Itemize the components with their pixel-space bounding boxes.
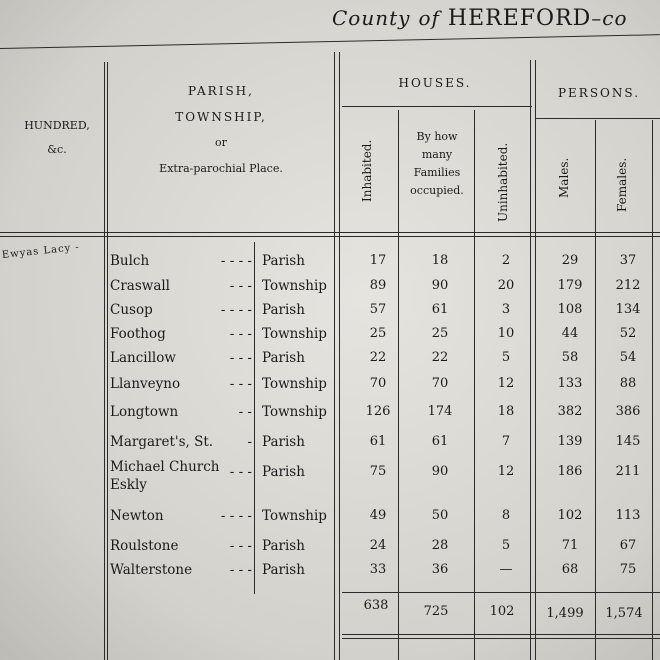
row-type: Parish [262, 464, 305, 480]
col-line-1 [104, 62, 105, 660]
inhabited-header: Inhabited. [360, 139, 374, 202]
row-inhabited: 89 [369, 278, 387, 293]
hundred-header: HUNDRED, &c. [24, 119, 90, 156]
row-place: Cusop [110, 302, 153, 318]
row-uninhabited: — [499, 562, 513, 577]
females-header: Females. [615, 157, 629, 212]
row-inhabited: 24 [369, 538, 387, 553]
houses-header: HOUSES. [398, 76, 472, 90]
row-inhabited: 17 [369, 253, 387, 268]
row-place: Roulstone [110, 538, 179, 554]
row-families: 50 [431, 508, 449, 523]
row-place: Walterstone [110, 562, 193, 578]
row-dashes: - - - [229, 326, 252, 342]
row-dashes: - - - [229, 464, 252, 480]
row-males: 179 [557, 278, 583, 293]
col-line-2b [339, 52, 340, 660]
row-inhabited: 126 [365, 404, 391, 419]
top-rule [0, 34, 660, 49]
row-females: 145 [615, 434, 641, 449]
row-inhabited: 61 [369, 434, 387, 449]
row-uninhabited: 2 [501, 253, 511, 268]
row-females: 52 [619, 326, 637, 341]
row-uninhabited: 5 [501, 538, 511, 553]
type-col-line [254, 242, 255, 594]
row-males: 133 [557, 376, 583, 391]
row-place: Margaret's, St. [110, 434, 214, 450]
row-families: 70 [431, 376, 449, 391]
bottom-rule-2 [342, 638, 660, 639]
row-type: Township [262, 508, 327, 524]
row-families: 61 [431, 302, 449, 317]
bottom-rule-1 [342, 634, 660, 635]
row-type: Parish [262, 253, 305, 269]
row-inhabited: 49 [369, 508, 387, 523]
row-type: Parish [262, 538, 305, 554]
row-inhabited: 75 [369, 464, 387, 479]
total-inhabited: 638 [363, 598, 389, 613]
row-type: Township [262, 326, 327, 342]
row-males: 58 [561, 350, 579, 365]
row-males: 102 [557, 508, 583, 523]
row-inhabited: 33 [369, 562, 387, 577]
row-families: 28 [431, 538, 449, 553]
total-females: 1,574 [605, 606, 643, 621]
row-uninhabited: 10 [497, 326, 515, 341]
row-place: Newton [110, 508, 164, 524]
row-dashes: - - - [229, 376, 252, 392]
row-uninhabited: 7 [501, 434, 511, 449]
row-place: Michael Church Eskly [110, 459, 220, 493]
row-dashes: - - - - [220, 302, 252, 318]
row-females: 386 [615, 404, 641, 419]
row-males: 139 [557, 434, 583, 449]
row-males: 29 [561, 253, 579, 268]
row-dashes: - [247, 434, 252, 450]
row-place: Foothog [110, 326, 166, 342]
row-dashes: - - [238, 404, 252, 420]
row-place: Lancillow [110, 350, 176, 366]
col-line-1b [107, 62, 108, 660]
row-type: Township [262, 278, 327, 294]
row-type: Township [262, 376, 327, 392]
row-families: 174 [427, 404, 453, 419]
col-line-4 [474, 110, 475, 660]
row-females: 212 [615, 278, 641, 293]
row-families: 90 [431, 464, 449, 479]
row-dashes: - - - - [220, 253, 252, 269]
row-females: 67 [619, 538, 637, 553]
county-title: County of HEREFORD–co [332, 6, 628, 31]
row-females: 88 [619, 376, 637, 391]
row-dashes: - - - [229, 562, 252, 578]
row-males: 108 [557, 302, 583, 317]
row-type: Parish [262, 562, 305, 578]
persons-header: PERSONS. [557, 86, 641, 100]
row-females: 37 [619, 253, 637, 268]
row-females: 134 [615, 302, 641, 317]
hundred-name: Ewyas Lacy - [1, 241, 81, 261]
row-males: 186 [557, 464, 583, 479]
row-families: 18 [431, 253, 449, 268]
row-type: Township [262, 404, 327, 420]
row-uninhabited: 12 [497, 376, 515, 391]
row-dashes: - - - [229, 538, 252, 554]
parish-header: PARISH, TOWNSHIP, or Extra-parochial Place. [159, 84, 283, 175]
row-males: 68 [561, 562, 579, 577]
row-dashes: - - - [229, 278, 252, 294]
row-dashes: - - - [229, 350, 252, 366]
families-header: By how many Families occupied. [410, 130, 464, 197]
row-uninhabited: 3 [501, 302, 511, 317]
row-place: Longtown [110, 404, 179, 420]
row-uninhabited: 8 [501, 508, 511, 523]
row-females: 75 [619, 562, 637, 577]
row-families: 90 [431, 278, 449, 293]
row-place: Llanveyno [110, 376, 181, 392]
row-dashes: - - - - [220, 508, 252, 524]
persons-subrule [536, 118, 660, 119]
total-families: 725 [423, 604, 449, 619]
row-families: 61 [431, 434, 449, 449]
row-females: 113 [615, 508, 641, 523]
row-type: Parish [262, 302, 305, 318]
col-line-2 [334, 52, 335, 660]
row-uninhabited: 5 [501, 350, 511, 365]
row-inhabited: 22 [369, 350, 387, 365]
row-uninhabited: 18 [497, 404, 515, 419]
row-families: 25 [431, 326, 449, 341]
row-inhabited: 25 [369, 326, 387, 341]
header-bottom-rule [0, 232, 660, 233]
males-header: Males. [557, 157, 571, 198]
row-type: Parish [262, 434, 305, 450]
row-type: Parish [262, 350, 305, 366]
row-males: 44 [561, 326, 579, 341]
row-place: Craswall [110, 278, 170, 294]
row-uninhabited: 12 [497, 464, 515, 479]
row-inhabited: 57 [369, 302, 387, 317]
row-place: Bulch [110, 253, 150, 269]
row-families: 22 [431, 350, 449, 365]
total-males: 1,499 [546, 606, 584, 621]
header-bottom-rule-2 [0, 236, 660, 237]
uninhabited-header: Uninhabited. [496, 142, 510, 222]
totals-rule [342, 592, 660, 593]
row-females: 211 [615, 464, 641, 479]
houses-subrule [342, 106, 532, 107]
row-males: 71 [561, 538, 579, 553]
total-uninhabited: 102 [489, 604, 515, 619]
row-families: 36 [431, 562, 449, 577]
row-males: 382 [557, 404, 583, 419]
row-uninhabited: 20 [497, 278, 515, 293]
row-inhabited: 70 [369, 376, 387, 391]
row-females: 54 [619, 350, 637, 365]
